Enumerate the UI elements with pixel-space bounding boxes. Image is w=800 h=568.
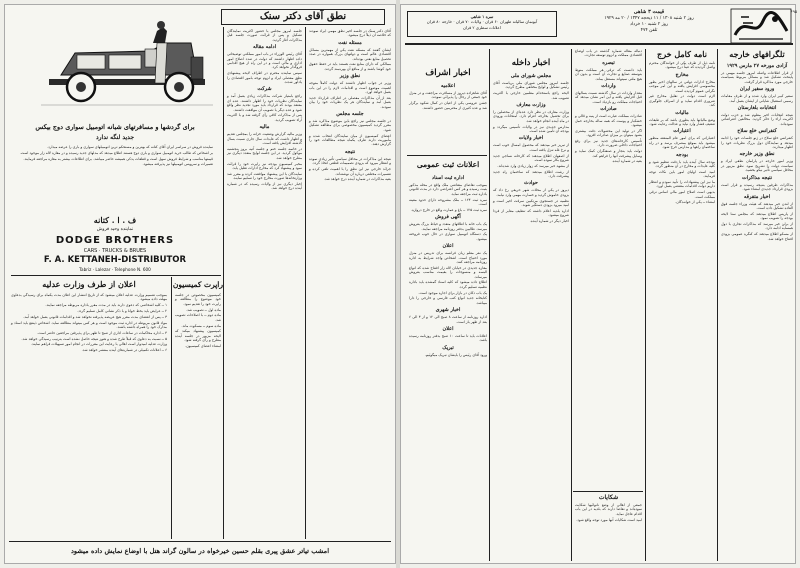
- mid-bottom-heading: شکایات: [598, 494, 619, 501]
- letter-column: نامه ذیل از طرف یکی از خوانندگان محترم واصل گردیده که عیناً درج میشود. مخارج مخارج ادارات دولتی در سالهای اخیر بطور محسوسی افزایش یافته و این امر موجب نگرانی عموم گردیده است. لازم است دولت در تقلیل مخارج غیر ضروری اقدام نماید و از اسراف جلوگیری کند. مالیات وضع مالیاتها باید بطوری باشد که بر طبقات ضعیف فشار وارد نیاید و عدالت رعایت شود. اعتبارات اعتباراتی که برای امور عام المنفعه منظور میشود باید بموقع بمصرف برسد و در راه ساختمان راهها و مدارس خرج شود. بودجه بودجه سال آینده باید با دقت تنظیم شود و کلیه عایدات و مخارج در آن منظور گردد. امید است اولیای امور باین نکات توجه فرمایند. ما نیز این پیشنهادات را تأیید نموده و انتظار داریم دولت اقدامات مقتضی بعمل آورد. بدیهی است اصلاح امور مالی اساس ترقی مملکت است. امضاء ــ یکی از خوانندگان.: [649, 61, 715, 205]
- banner-top-rule: [9, 541, 391, 542]
- masthead-left-box-text: [410, 14, 554, 34]
- advert-address: Tabriz · Lalezar · Telephone N. 600: [79, 267, 151, 272]
- foreign-column: آزادی مورخه ۲۷ مارس ۱۹۲۹ از قرار اطلاعات واصله امروز جلسه مهمی در پایتخت تشکیل شد و مسائل مربوط بسیاست خارجی مورد مذاکره قرار گرفت. ورود سفیر ایران سفیر کبیر ایران وارد شده و از طرف مقامات رسمی استقبال شایانی از ایشان بعمل آمد. انتخابات بلغارستان نتیجه انتخابات اخیر معلوم شد و حزب دولت اکثریت آراء را حائز گردید. مخالفین اعتراضاتی نموده‌اند. کنفرانس خلع سلاح کنفرانس خلع سلاح در ژنو جلسات خود را ادامه میدهد و نمایندگان دول بزرگ نظریات خود را اظهار میدارند. نطق وزیر خارجه وزیر امور خارجه در پارلمان نطقی ایراد و سیاست دولت را تشریح نمود. نطق مزبور در محافل سیاسی تأثیر نیکو بخشید. نتیجه مذاکرات مذاکرات طرفین بنتیجه رسیده و قرار است بزودی قرارداد جدیدی امضاء شود. اخبار متفرقه از لندن خبر میدهند که هیئت وزراء جلسه فوق العاده تشکیل داده است. از پاریس اطلاع میدهند که مجلس سنا لایحه بودجه را تصویب نمود. از برلن خبر میرسد که مذاکرات تجاری با دول همسایه ادامه دارد. از مسکو اطلاع میدهند که کنگره عمومی بزودی افتتاح خواهد شد.: [721, 63, 793, 241]
- mid-bottom-body: جمعی از اهالی از وضع نانوائیها شکایت نموده‌اند و تقاضا دارند که بلدیه در این باب اقدام عاجل نماید. امید است شکایات آنها مورد توجه واقع شود.: [575, 503, 642, 522]
- notice-report-title: راپرت کمیسیون: [172, 280, 223, 289]
- letter-sub-3: اعتبارات: [673, 128, 691, 135]
- mid-sub-2: واردات: [601, 83, 616, 90]
- nuptial-title: اخبار اشراف: [425, 68, 471, 78]
- domestic-sub-3: اخبار ولایات: [518, 135, 544, 142]
- left-page: [4, 4, 396, 564]
- ads-sub-1: اداره ثبت اسناد: [431, 175, 465, 181]
- foreign-sub-2: انتخابات بلغارستان: [737, 105, 777, 112]
- letter-sub-1: مخارج: [675, 71, 689, 78]
- speech-column: آقای دکتر سنک در جلسه اخیر نطق مهمی ایراد نمودند که خلاصه آن ذیلاً درج میشود. مسئله نفت ایشان گفتند که مسئله نفت یکی از مهمترین مسائل اقتصادی عالم است و دولتهای بزرگ همواره در صدد تحصیل منابع نفتی بوده‌اند. ممالکی که دارای منابع نفت هستند باید در حفظ حقوق خود کوشا باشند و از منافع آن بهره‌مند گردند. نطق وزیر وزیر در جواب اظهار داشتند که دولت کاملاً متوجه اهمیت موضوع است و اقدامات لازم را در این باب بعمل خواهد آورد. بعد از آن مذاکرات مفصلی در اطراف قرارداد جدید بعمل آمد و نمایندگان هر یک نظریات خود را بیان نمودند. جلسه مجلس در جلسه مجلس نیز راجع باین موضوع مذاکره شد و مقرر گردید کمیسیون مخصوصی برای مطالعه تشکیل شود. اعضای کمیسیون از میان نمایندگان انتخاب شده و مأموریت دارند ظرف یکماه نتیجه مطالعات خود را گزارش دهند. نتیجه نتیجه این مذاکرات در محافل سیاسی تأثیر زیادی نموده و انتظار میرود که بزودی تصمیمات قطعی اتخاذ گردد. جرائد خارجی نیز این نطق را با اهمیت تلقی کرده و تفسیرات مختلفی درباره آن نوشته‌اند. بقیه مذاکرات در شماره آینده درج خواهد شد.: [309, 29, 391, 182]
- masthead-dates: [571, 9, 727, 39]
- left-col-divider-2: [305, 27, 306, 539]
- mid-bottom-rule: [573, 491, 643, 492]
- notice-report-body: کمیسیون مخصوص در جلسه خود موضوع را مطالعه و راپرت خود را تقدیم نمود. ماده اول ــ تصویب شد. ماده دوم ــ با اصلاحات تصویب شد. ماده سوم ــ مسکوت ماند. کمیسیون پیشنهاد میکند که لایحه مزبور در جلسه آینده مطرح و رأی گرفته شود. امضاء اعضای کمیسیون.: [175, 293, 221, 349]
- right-col-divider-3: [571, 49, 572, 561]
- advert-subline: جدید لنگه ندارد: [95, 134, 135, 141]
- notice-justice-body: بموجب تصمیم وزارت عدلیه اعلان میشود که از تاریخ انتشار این اعلان مدت یکماه برای رسیدگی بدعاوی مهلت داده میشود. ۱ ــ کلیه اشخاصی که دعوی دارند باید در مدت مقرر باداره مربوطه مراجعه نمایند. ۲ ــ عرایض باید بخط خوانا و با ذکر نشانی کامل تسلیم گردد. ۳ ــ پس از انقضای مدت مقرر هیچ عریضه پذیرفته نخواهد شد و اقدامات قانونی بعمل خواهد آمد. مواد قانون مربوطه در اداره ثبت موجود است و هر کس میتواند مطالعه نماید. اشخاص ذینفع باید اسناد و مدارک خود را همراه داشته باشند. ۴ ــ اداره محاکمات در ساعات اداری از صبح تا ظهر برای پذیرفتن مراجعین حاضر است. ۵ ــ نسبت به دعاوی که قبلاً طرح شده و هنوز نتیجه حاصل نشده است بترتیب رسیدگی خواهد شد. وزارت عدلیه امیدوار است اهالی با رعایت این مقررات در انجام امور تسهیلات فراهم نمایند. ۶ ــ اعلانات تکمیلی در شماره‌های آینده منتشر خواهد شد.: [11, 293, 167, 353]
- ads-sub-3: اعلان: [442, 243, 454, 250]
- ads-top-rule: [407, 155, 487, 156]
- masthead-wed-line: روز ۲ شنبه ۱۰ خرداد: [630, 22, 668, 27]
- nuptial-sub: اعلامیه: [440, 83, 456, 89]
- masthead-left-box-issue: نمره ۱ شاهی: [470, 14, 494, 19]
- foreign-sub-6: اخبار متفرقه: [743, 193, 771, 200]
- foreign-date: آزادی مورخه ۲۷ مارس ۱۹۲۹: [726, 63, 788, 69]
- mid-sub-1: تبصره: [602, 59, 615, 66]
- right-col-divider-2: [645, 49, 646, 561]
- ads-sub-4: اخبار شهری: [435, 307, 461, 314]
- speech-sub-2: نطق وزیر: [339, 73, 361, 80]
- masthead-date-line: روز ۲ شنبه ۱۳۰۸ / ۱۱ ذیحجه ۱۳۴۷ / ۲۰ مه ۱۹۲۹: [604, 16, 694, 21]
- masthead-phone: تلفن ۴۷۴: [640, 28, 658, 33]
- notice-divider: [171, 277, 172, 539]
- foreign-sub-1: ورود سفیر ایران: [739, 86, 775, 93]
- car-illustration: [41, 13, 213, 117]
- advert-agent-fa: نماینده وحید فروش: [96, 227, 134, 232]
- foreign-sub-5: نتیجه مذاکرات: [742, 174, 772, 181]
- foreign-sub-4: نطق وزیر خارجه: [739, 151, 775, 158]
- letter-sub-2: مالیات: [675, 109, 689, 116]
- speech-title: نطق آقای دکتر سنک: [259, 11, 347, 22]
- domestic-sub-4: حوادث: [524, 180, 538, 187]
- masthead-logo: [731, 9, 791, 43]
- middle-sub-2: شرکت: [257, 86, 272, 93]
- advert-cars-line: CARS · TRUCKS & BRUES: [83, 248, 147, 254]
- masthead-rule: [405, 43, 793, 45]
- mid-sub-3: صادرات: [600, 106, 617, 113]
- nuptial-column: اعلامیه آقای شاهزاده دیروز از مسافرت مراجعت و در منزل خود جمعی از رجال را پذیرائی نمودند. جشن عروسی یکی از اعیان در کمال شکوه برگزار شد و عده کثیری از محترمین حضور داشتند.: [409, 83, 487, 110]
- speech-sub-1: مسئله نفت: [338, 39, 362, 46]
- advert-body: نماینده فروش در سراسر ایران آقای کتانه که بهترین و مستحکم ترین اتومبیلهای سواری و باری را عرضه میدارد. بر اشخاص که طالب خرید اتومبیل سواری و باری دوج هستند اطلاع میدهد که مدلهای جدید رسیده و در مغازه لاله زار موجود است. قیمتها مناسب و شرایط فروش سهل است و قطعات یدکی همیشه حاضر میباشد. برای اطلاعات بیشتر به مغازه مراجعه فرمایند. تعمیرات و سرویس اتومبیلها نیز پذیرفته میشود.: [19, 145, 213, 167]
- foreign-title: تلگرافهای خارجه: [729, 49, 785, 59]
- advert-brand-fa: ف . ا . کتانه: [93, 215, 137, 225]
- right-col-divider-1: [717, 49, 718, 561]
- masthead-issue-no: ۴۹۵: [790, 9, 797, 14]
- ads-title: اعلانات ثبت عمومی: [416, 160, 480, 169]
- ads-sub-2: آگهی فروش: [435, 214, 461, 221]
- ads-column: اداره ثبت اسناد بموجب تقاضای متقاضی ملک واقع در محله مذکور بثبت رسیده و هر کس اعتراضی دارد در مدت قانونی باداره ثبت مراجعه نماید. نمره ثبت ۱۲۴ ــ ملک مشروحه دارای حدود معینه است. نمره ثبت ۱۲۵ ــ باغ و عمارت واقع در خارج دروازه. آگهی فروش یک باب خانه با اطاقهای متعدد و حیاط بزرگ بفروش میرسد. طالبین بدفتر روزنامه مراجعه نمایند. یک دستگاه اتومبیل سواری در حال خوب فروخته میشود. اعلان یک نفر معلم زبان فرانسه برای تدریس در منزل مورد احتیاج است. اشخاص واجد شرایط به اداره روزنامه مراجعه کنند. مغازه جدیدی در خیابان لاله زار افتتاح شده که انواع البسه و منسوجات را بقیمت مناسب بفروش میرساند. اطلاع داده میشود که کلیه اسناد گمشده باید باداره نظمیه تسلیم گردد. یک باب دکان در بازار برای اجاره موجود است. کتابخانه جدید انواع کتب فارسی و خارجی را دارا میباشد. اخبار شهری اداره روزنامه از ساعت ۸ صبح الی ۱۲ و از ۳ الی ۶ بعد از ظهر باز است. اعلان اعلانات باید تا ساعت ۱۰ صبح بدفتر روزنامه رسیده باشد. تبریک ورود آقای رئیس را بایشان تبریک میگوئیم.: [409, 175, 487, 357]
- right-page: [400, 4, 796, 564]
- speech-sub-4: نتیجه: [344, 148, 356, 155]
- masthead-price: قیمت ۳ شاهی: [633, 9, 665, 15]
- advert-bottom-rule: [11, 275, 221, 276]
- domestic-sub-1: مجلس شورای ملی: [510, 73, 552, 79]
- middle-sub-3: مالیه: [259, 124, 270, 131]
- ads-sub-5: اعلان: [442, 326, 454, 333]
- domestic-sub-2: وزارت معارف: [516, 102, 546, 109]
- ads-sub-6: تبریک: [442, 344, 454, 351]
- foreign-sub-3: کنفرانس خلع سلاح: [737, 128, 777, 135]
- domestic-column: مجلس شورای ملی جلسه امروز مجلس شورای ملی بریاست آقای رئیس تشکیل و لوایح مختلفی مطرح گردید. لایحه راجع باستخدام معلمین خارجی با اکثریت تصویب شد. وزارت معارف وزارت معارف در نظر دارد عده‌ای از محصلین را برای تحصیل بخارجه اعزام دارد. امتحانات ورودی در ماه آینده انجام خواهد شد. مدارس جدیدی نیز در ولایات تأسیس میگردد و بودجه آن تأمین شده است. اخبار ولایات از تبریز خبر میدهند که محصول امسال خوب است و نرخ غله تنزل یافته است. از اصفهان اطلاع میدهند که کارخانه نساجی جدید شروع بکار نموده است. از مشهد خبر میرسد که زوار زیادی وارد شده‌اند. از رشت اطلاع میدهند که ساختمان راه جدید پیشرفت دارد. حوادث دیروز در یکی از محلات شهر حریقی رخ داد که بزودی خاموش گردید و خسارت مهمی وارد نیامد. نظمیه در جستجوی مرتکبین سرقت اخیر است و امید میرود بزودی دستگیر شوند. اداره بلدیه اعلام داشته که تنظیف معابر از فردا شروع میشود. اخبار دیگر در شماره آینده.: [493, 73, 569, 224]
- masthead-left-box: [407, 11, 557, 37]
- bottom-banner: امشب تیاتر عشق پیری بقلم حسین خیرخواه در سالون گراند هتل با اوضاع نمایش داده میشود: [70, 547, 330, 555]
- letter-sub-4: بودجه: [676, 151, 688, 158]
- left-middle-column: جلسه امروز مجلس با حضور اکثریت نمایندگان تشکیل و پس از قرائت صورت جلسه قبل مذاکرات آغاز گردید. ادامه مقاله آقای رئیس الوزراء در باب امور مملکتی توضیحاتی داده اظهار داشتند که دولت در صدد اصلاح امور اداری و مالی است و در این راه از هیچ اقدامی فروگذار نخواهد کرد. سپس نماینده محترم در اطراف لایحه پیشنهادی نطق مفصلی ایراد و لزوم توجه بامور اقتصادی را یادآور شدند. شرکت راجع بامتیاز شرکت مذاکرات زیادی بعمل آمد و نمایندگان نظریات خود را اظهار داشتند. عده ای معتقد بودند که قرارداد باید مورد تجدید نظر واقع شود و عده دیگر با تصویب آن موافقت داشتند. پس از مذاکرات کافی رأی گرفته شد و با اکثریت آراء تصویب گردید. مالیه وزیر مالیه گزارش وضعیت خزانه را بمجلس تقدیم و اظهار داشت که عایدات سال جاری نسبت بسال گذشته افزایش یافته است. در خاتمه جلسه ختم و جلسه آتیه بروز پنجشنبه موکول گردید. در این جلسه لوایح متعدد دیگری نیز مطرح خواهد شد. مخبر کمیسیون بودجه نیز راپرت خود را قرائت نمود و پیشنهاد کرد که مخارج ادارات تقلیل یابد. نمایندگان با این پیشنهاد موافقت کرده و مقرر شد وزارتخانه‌ها صورت مخارج خود را تسلیم نمایند. اخبار دیگری نیز از ولایات رسیده که در شماره آینده درج خواهد شد.: [227, 29, 302, 191]
- speech-title-box: [221, 9, 385, 25]
- left-col-divider-1: [223, 27, 224, 539]
- middle-sub-1: ادامه مقاله: [252, 44, 277, 51]
- advert-brand-en: DODGE BROTHERS: [55, 235, 175, 246]
- letter-title: نامه کامل خرج: [657, 49, 707, 59]
- speech-sub-3: جلسه مجلس: [336, 111, 364, 118]
- right-col-divider-4: [489, 49, 490, 561]
- mid-column: دنباله مقاله شماره گذشته در باب اوضاع اقتصادی مملکت و لزوم توسعه تجارت. تبصره باید دانست که ترقی هر مملکت منوط بتوسعه صنایع و تجارت آن است و بدون آن هیچ ملتی نمیتواند مستقل بماند. واردات مقدار واردات در سال گذشته نسبت بسالهای قبل افزایش یافته و این امر نشان میدهد که احتیاجات مملکت رو بازدیاد است. صادرات صادرات مملکت عبارت است از پنبه و قالی و خشکبار و پوست که همه ساله بخارجه حمل میشود. اگر در تولید این محصولات دقت بیشتری بشود میتوان بر میزان صادرات افزود. تأسیس کارخانه‌های جدید نیز برای رفع احتیاجات داخلی ضرورت دارد. دولت باید بتجار و صنعتگران کمک نماید و وسایل پیشرفت آنها را فراهم کند. بقیه در شماره آینده.: [575, 49, 642, 164]
- advert-distributor: F. A. KETTANEH-DISTRIBUTOR: [43, 255, 187, 265]
- notice-justice-title: اعلان از طرف وزارت عدلیه: [42, 279, 136, 289]
- advert-headline: برای گردشها و مسافرتهای شبانه اتومبیل سواری دوج بیکس: [35, 123, 195, 131]
- masthead-left-box-filler: آبونمان سالیانه طهران ۶۰ قران · ولایات ۷۰ قران · خارجه ۸۰ قران: [426, 19, 538, 25]
- domestic-title: اخبار داخله: [511, 58, 551, 68]
- masthead-left-box-filler-2: اعلانات سطری ۲ قران: [462, 24, 502, 30]
